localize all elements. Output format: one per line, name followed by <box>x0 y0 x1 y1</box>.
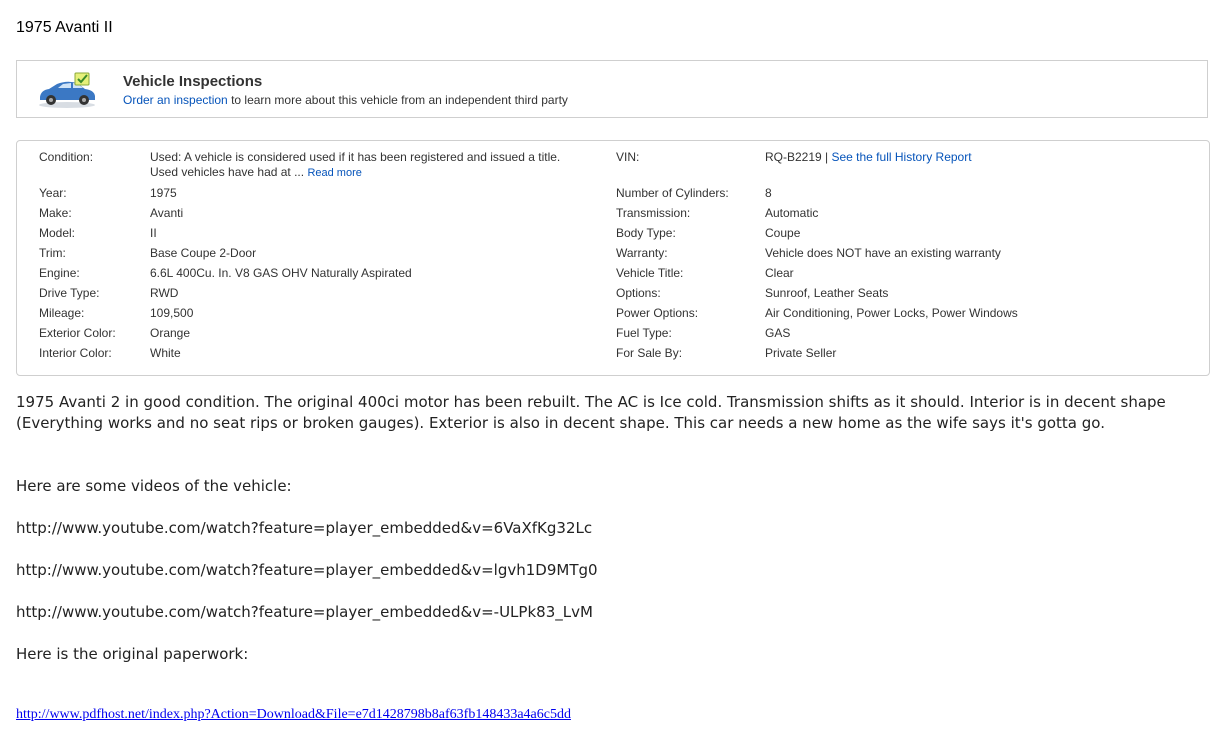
spec-value: Automatic <box>765 206 819 220</box>
spec-label: Engine: <box>39 266 80 280</box>
spec-label: Exterior Color: <box>39 326 116 340</box>
video-link: http://www.youtube.com/watch?feature=player_embedded&v=lgvh1D9MTg0 <box>16 561 598 579</box>
spec-value: Sunroof, Leather Seats <box>765 286 889 300</box>
spec-label: Options: <box>616 286 661 300</box>
videos-intro: Here are some videos of the vehicle: <box>16 477 292 495</box>
spec-value: II <box>150 226 157 240</box>
condition-value <box>150 150 580 181</box>
spec-label: Vehicle Title: <box>616 266 684 280</box>
spec-value: Private Seller <box>765 346 837 360</box>
page-title: 1975 Avanti II <box>16 19 113 36</box>
video-link: http://www.youtube.com/watch?feature=player_embedded&v=6VaXfKg32Lc <box>16 519 593 537</box>
paperwork-download-link[interactable]: http://www.pdfhost.net/index.php?Action=Download&File=e7d1428798b8af63fb148433a4a6c5dd <box>16 707 571 722</box>
spec-label: Trim: <box>39 246 66 260</box>
spec-label: Mileage: <box>39 306 85 320</box>
spec-value: 6.6L 400Cu. In. V8 GAS OHV Naturally Aspirated <box>150 266 412 280</box>
spec-value: Orange <box>150 326 191 340</box>
video-link: http://www.youtube.com/watch?feature=player_embedded&v=-ULPk83_LvM <box>16 603 593 621</box>
spec-label: Warranty: <box>616 246 668 260</box>
item-specifics-panel <box>16 140 1210 376</box>
spec-label: Year: <box>39 186 67 200</box>
spec-label: Model: <box>39 226 76 240</box>
vin-value <box>765 150 972 165</box>
car-inspection-icon <box>37 71 97 109</box>
inspections-description: to learn more about this vehicle from an independent third party <box>227 93 568 107</box>
spec-label: For Sale By: <box>616 346 683 360</box>
condition-label: Condition: <box>39 150 94 164</box>
inspections-text <box>123 93 568 107</box>
spec-value: RWD <box>150 286 179 300</box>
vehicle-inspections-panel <box>16 60 1208 118</box>
spec-value: Air Conditioning, Power Locks, Power Windows <box>765 306 1018 320</box>
read-more-link[interactable]: Read more <box>307 167 362 179</box>
spec-label: Power Options: <box>616 306 699 320</box>
spec-value: White <box>150 346 181 360</box>
spec-label: Interior Color: <box>39 346 112 360</box>
spec-value: Coupe <box>765 226 801 240</box>
paperwork-intro: Here is the original paperwork: <box>16 645 249 663</box>
history-report-link[interactable]: See the full History Report <box>831 150 972 164</box>
spec-value: Vehicle does NOT have an existing warranty <box>765 246 1001 260</box>
description-paragraph: 1975 Avanti 2 in good condition. The original 400ci motor has been rebuilt. The AC is Ice cold. Transmission shifts as it should. Interior is in decent shape (Everything works and no seat rips or broken gauges). Exterior is also in decent shape. This car needs a new home as the wife says it's gotta go. <box>16 393 1166 432</box>
condition-text: Used: A vehicle is considered used if it has been registered and issued a title. Used vehicles have had at ... <box>150 150 561 179</box>
spec-value: GAS <box>765 326 791 340</box>
spec-label: Transmission: <box>616 206 691 220</box>
spec-value: Avanti <box>150 206 184 220</box>
order-inspection-link[interactable]: Order an inspection <box>123 93 228 107</box>
vin-label: VIN: <box>616 150 640 164</box>
vin-number: RQ-B2219 | <box>765 150 832 164</box>
spec-value: 8 <box>765 186 772 200</box>
spec-label: Fuel Type: <box>616 326 672 340</box>
spec-label: Drive Type: <box>39 286 100 300</box>
spec-value: Clear <box>765 266 794 280</box>
spec-value: 1975 <box>150 186 177 200</box>
inspections-title: Vehicle Inspections <box>123 73 263 90</box>
spec-label: Number of Cylinders: <box>616 186 729 200</box>
spec-label: Body Type: <box>616 226 676 240</box>
spec-value: Base Coupe 2-Door <box>150 246 257 260</box>
spec-label: Make: <box>39 206 72 220</box>
spec-value: 109,500 <box>150 306 194 320</box>
